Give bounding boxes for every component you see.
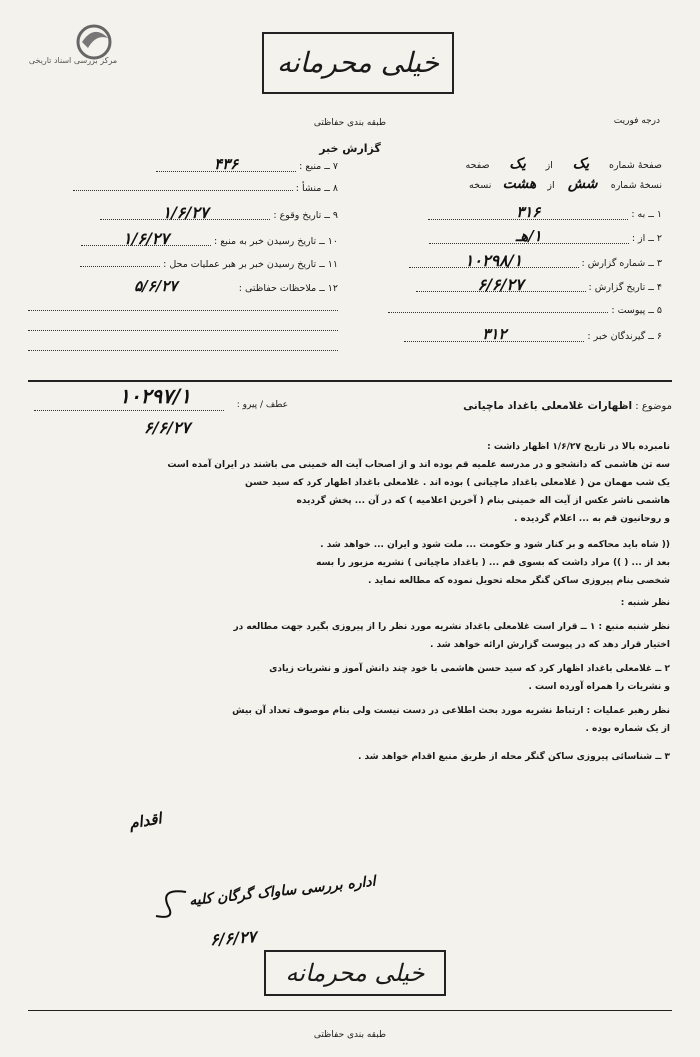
field-to: ۱ ــ به : ۳۱۶	[372, 206, 662, 219]
field-copy-number: نسخهٔ شماره شش از هشت نسخه	[469, 176, 662, 192]
subject-line: موضوع : اظهارات غلامعلی باغداد ماچیانی	[463, 400, 672, 412]
body-line: نامبرده بالا در تاریخ ۱/۶/۲۷ اظهار داشت :	[487, 442, 670, 452]
field-recipients: ۶ ــ گیرندگان خبر : ۳۱۲	[372, 328, 662, 341]
handwritten-date: ۶/۶/۲۷	[209, 926, 257, 950]
field-report-number: ۳ ــ شماره گزارش : ۱۰۲۹۸/۱	[372, 254, 662, 267]
body-line: و نشریات را همراه آورده است .	[528, 682, 670, 692]
body-line: سه تن هاشمی که دانشجو و در مدرسه علمیه قم بوده اند و از اصحاب آیت اله خمینی می باشند در ایران آمده است	[167, 460, 670, 470]
file-label: عطف / پیرو :	[236, 400, 288, 410]
field-occurrence-date: ۹ ــ تاریخ وقوع : ۱/۶/۲۷	[28, 206, 338, 219]
field-received-by-officer: ۱۱ ــ تاریخ رسیدن خبر بر هبر عملیات محل :	[28, 258, 338, 271]
form-title: گزارش خبر	[319, 142, 381, 155]
footer-classification-label: طبقه بندی حفاظتی	[313, 1030, 387, 1040]
file-date: ۶/۶/۲۷	[143, 418, 191, 437]
classification-label: طبقه بندی حفاظتی	[313, 118, 387, 128]
section-divider	[28, 380, 672, 382]
classification-stamp-top	[262, 32, 454, 94]
body-line: بعد از ... ( )) مراد داشت که بسوی قم ... ( باغداد ماچیانی ) نشریه مزبور را بسه	[316, 558, 670, 568]
archive-logo-text: مرکز بررسی اسناد تاریخی	[28, 56, 118, 65]
urgency-label: درجه فوریت	[613, 116, 660, 126]
body-line: شخصی بنام پیروزی ساکن گنگر محله تحویل نموده که مطالعه نماید .	[367, 576, 670, 586]
field-from: ۲ ــ از : ۱/هـ	[372, 230, 662, 243]
field-origin: ۸ ــ منشأ :	[28, 182, 338, 195]
field-attachment: ۵ ــ پیوست :	[372, 304, 662, 317]
body-line: اختیار قرار دهد که در پیوست گزارش ارائه خواهد شد .	[429, 640, 670, 650]
body-line: از یک شماره بوده .	[585, 724, 670, 734]
body-line: و روحانیون قم به ... اعلام گردیده .	[513, 514, 670, 524]
body-line: ۳ ــ شناسائی پیروزی ساکن گنگر محله از طریق منبع اقدام خواهد شد .	[357, 752, 670, 762]
signature-scribble	[150, 886, 190, 926]
body-line: نظر رهبر عملیات : ارتباط نشریه مورد بحث اطلاعی در دست نیست ولی بنام موصوف تعداد آن بیش	[232, 706, 670, 716]
body-line: نظر شنبه منبع : ۱ ــ قرار است غلامعلی باغداد نشریه مورد نظر را از پیروزی بگیرد جهت مطالعه در	[233, 622, 670, 632]
footer-divider	[28, 1010, 672, 1011]
body-line: نظر شنبه :	[620, 598, 670, 608]
handwritten-note: اداره بررسی ساواک گرگان کلیه	[188, 873, 377, 910]
handwritten-initial: اقدام	[127, 809, 163, 833]
file-number: ۱۰۲۹۷/۱	[119, 384, 191, 408]
report-body	[62, 438, 670, 766]
field-source: ۷ ــ منبع : ۴۳۶	[28, 158, 338, 171]
body-line: (( شاه باید محاکمه و بر کنار شود و حکومت ... ملت شود و ایران ... خواهد شد .	[320, 540, 670, 550]
body-line: یک شب مهمان من ( غلامعلی باغداد ماچیانی ) بوده اند . غلامعلی باغداد اظهار کرد که سید حسن	[244, 478, 670, 488]
stamp-text: خیلی محرمانه	[276, 46, 440, 79]
field-security-notes: ۱۲ ــ ملاحظات حفاظتی : ۵/۶/۲۷	[134, 277, 338, 295]
body-line: هاشمی ناشر عکس از آیت اله خمینی بنام ( آخرین اعلامیه ) که در آن ... پخش گردیده	[296, 496, 670, 506]
body-line: ۲ ــ غلامعلی باغداد اظهار کرد که سید حسن هاشمی با خود چند دانش آموز و نشریات زیادی	[269, 664, 670, 674]
stamp-text: خیلی محرمانه	[285, 959, 425, 987]
field-report-date: ۴ ــ تاریخ گزارش : ۶/۶/۲۷	[372, 278, 662, 291]
classification-stamp-bottom	[264, 950, 446, 996]
field-received-by-source: ۱۰ ــ تاریخ رسیدن خبر به منبع : ۱/۶/۲۷	[28, 232, 338, 245]
field-page-number: صفحهٔ شماره یک از یک صفحه	[465, 156, 662, 172]
